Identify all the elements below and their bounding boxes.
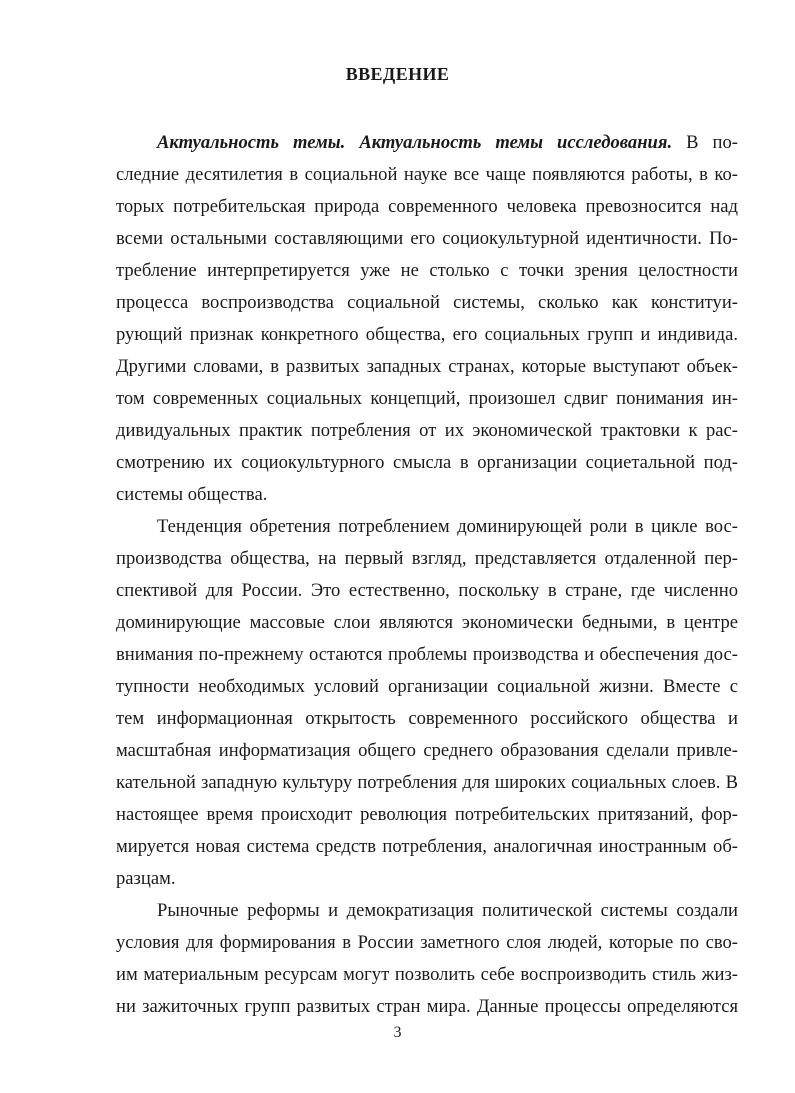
text-line: Другими словами, в развитых западных странах, которые выступают объек-: [116, 356, 738, 377]
text-line: торых потребительская природа современного человека превозносится над: [116, 196, 738, 217]
text-line: требление интерпретируется уже не столько с точки зрения целостности: [116, 260, 738, 281]
text-line: [157, 130, 738, 156]
text-line: системы общества.: [116, 484, 268, 505]
text-line: тем информационная открытость современного российского общества и: [116, 708, 738, 729]
page-title: ВВЕДЕНИЕ: [345, 64, 450, 84]
text-line: Тенденция обретения потреблением доминирующей роли в цикле вос-: [157, 516, 738, 537]
text-line: разцам.: [116, 868, 176, 889]
page-number: 3: [393, 1024, 402, 1041]
text-line: смотрению их социокультурного смысла в организации социетальной под-: [116, 452, 738, 473]
text-line: рующий признак конкретного общества, его социальных групп и индивида.: [116, 324, 738, 345]
text-line: следние десятилетия в социальной науке все чаще появляются работы, в ко-: [116, 164, 738, 185]
text-line: ни зажиточных групп развитых стран мира. Данные процессы определяются: [116, 996, 738, 1017]
lead-phrase: Актуальность темы. Актуальность темы исследования.: [157, 132, 673, 153]
text-line: том современных социальных концепций, произошел сдвиг понимания ин-: [116, 388, 738, 409]
text-line: условия для формирования в России заметного слоя людей, которые по сво-: [116, 932, 738, 953]
text-line: тупности необходимых условий организации социальной жизни. Вместе с: [116, 676, 738, 697]
text-line: внимания по-прежнему остаются проблемы производства и обеспечения дос-: [116, 644, 738, 665]
text-line: Рыночные реформы и демократизация политической системы создали: [157, 900, 738, 921]
text-line: настоящее время происходит революция потребительских притязаний, фор-: [116, 804, 738, 825]
text-line: доминирующие массовые слои являются экономически бедными, в центре: [116, 612, 738, 633]
text-line: масштабная информатизация общего среднего образования сделали привле-: [116, 740, 738, 761]
text-line: кательной западную культуру потребления для широких социальных слоев. В: [116, 772, 738, 793]
text-line: производства общества, на первый взгляд, представляется отдаленной пер-: [116, 548, 738, 569]
text-line: спективой для России. Это естественно, поскольку в стране, где численно: [116, 580, 738, 601]
text-line: им материальным ресурсам могут позволить себе воспроизводить стиль жиз-: [116, 964, 738, 985]
text-line: всеми остальными составляющими его социокультурной идентичности. По-: [116, 228, 738, 249]
line-tail: В по-: [672, 132, 738, 153]
text-line: процесса воспроизводства социальной системы, сколько как конституи-: [116, 292, 738, 313]
text-line: мируется новая система средств потребления, аналогичная иностранным об-: [116, 836, 738, 857]
text-line: дивидуальных практик потребления от их экономической трактовки к рас-: [116, 420, 738, 441]
